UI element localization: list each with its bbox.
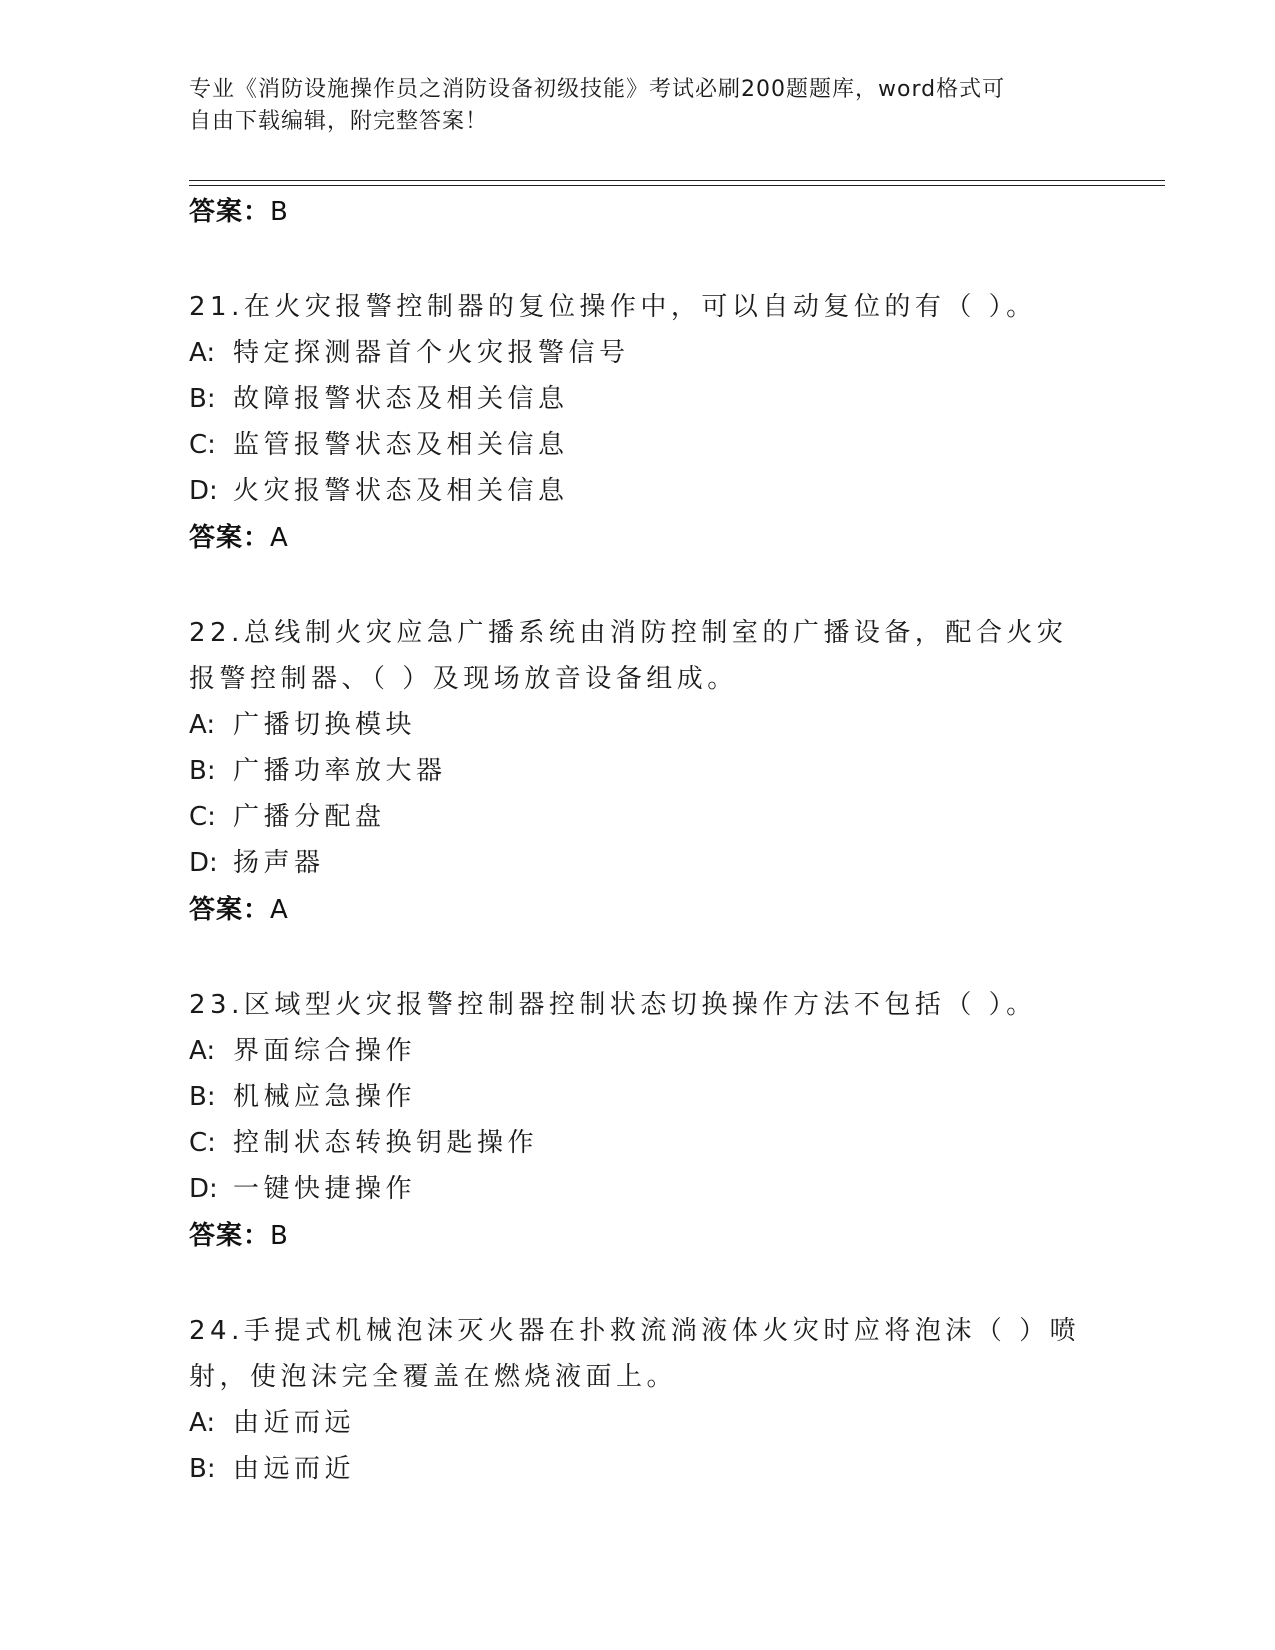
option-key: A:	[189, 338, 216, 368]
question-block	[189, 610, 1089, 926]
option-d	[189, 1166, 1089, 1212]
answer-value: B	[270, 197, 289, 227]
option-text: 故障报警状态及相关信息	[233, 384, 569, 414]
answer-label: 答案：	[189, 1221, 271, 1251]
option-a	[189, 330, 1089, 376]
option-key: A:	[189, 710, 216, 740]
option-a	[189, 1400, 1089, 1446]
answer-value: A	[270, 523, 289, 553]
answer-label: 答案：	[189, 895, 271, 925]
header-rule-top	[189, 180, 1165, 181]
question-stem: 23.区域型火灾报警控制器控制状态切换操作方法不包括（ ）。	[189, 990, 1037, 1020]
option-key: D:	[189, 1174, 218, 1204]
option-d	[189, 840, 1089, 886]
option-key: B:	[189, 756, 216, 786]
option-b	[189, 1446, 1089, 1492]
header-line-2: 自由下载编辑，附完整答案！	[189, 109, 489, 134]
option-text: 特定探测器首个火灾报警信号	[233, 338, 630, 368]
header-line-1: 专业《消防设施操作员之消防设备初级技能》考试必刷200题题库，word格式可	[189, 77, 1006, 102]
option-text: 一键快捷操作	[233, 1174, 417, 1204]
answer-line	[189, 522, 1089, 554]
option-key: A:	[189, 1036, 216, 1066]
option-key: B:	[189, 384, 216, 414]
option-c	[189, 1120, 1089, 1166]
option-text: 机械应急操作	[233, 1082, 417, 1112]
option-text: 由近而远	[233, 1408, 356, 1438]
option-a	[189, 702, 1089, 748]
option-text: 广播切换模块	[233, 710, 417, 740]
answer-value: A	[270, 895, 289, 925]
option-text: 由远而近	[233, 1454, 356, 1484]
option-key: B:	[189, 1082, 216, 1112]
option-c	[189, 794, 1089, 840]
option-key: C:	[189, 1128, 216, 1158]
option-key: D:	[189, 848, 218, 878]
question-stem: 21.在火灾报警控制器的复位操作中，可以自动复位的有（ ）。	[189, 292, 1037, 322]
answer-line	[189, 894, 1089, 926]
option-b	[189, 1074, 1089, 1120]
question-block	[189, 982, 1089, 1252]
question-block	[189, 1308, 1089, 1492]
answer-label: 答案：	[189, 197, 271, 227]
option-b	[189, 748, 1089, 794]
page-header	[189, 74, 1089, 138]
option-key: A:	[189, 1408, 216, 1438]
option-key: B:	[189, 1454, 216, 1484]
question-stem: 24.手提式机械泡沫灭火器在扑救流淌液体火灾时应将泡沫（ ）喷射，使泡沫完全覆盖在燃烧液面上。	[189, 1316, 1081, 1392]
option-text: 火灾报警状态及相关信息	[233, 476, 569, 506]
question-list	[189, 190, 1089, 1492]
option-text: 扬声器	[233, 848, 325, 878]
option-text: 监管报警状态及相关信息	[233, 430, 569, 460]
answer-value: B	[270, 1221, 289, 1251]
option-key: C:	[189, 802, 216, 832]
question-stem: 22.总线制火灾应急广播系统由消防控制室的广播设备，配合火灾报警控制器、（ ）及现场放音设备组成。	[189, 618, 1068, 694]
option-a	[189, 1028, 1089, 1074]
option-text: 广播功率放大器	[233, 756, 447, 786]
option-b	[189, 376, 1089, 422]
option-key: D:	[189, 476, 218, 506]
option-text: 控制状态转换钥匙操作	[233, 1128, 539, 1158]
answer-label: 答案：	[189, 523, 271, 553]
answer-line	[189, 1220, 1089, 1252]
option-text: 广播分配盘	[233, 802, 386, 832]
answer-line	[189, 196, 1089, 228]
option-text: 界面综合操作	[233, 1036, 417, 1066]
option-d	[189, 468, 1089, 514]
header-rule-bottom	[189, 185, 1165, 186]
question-block	[189, 284, 1089, 554]
option-key: C:	[189, 430, 216, 460]
option-c	[189, 422, 1089, 468]
